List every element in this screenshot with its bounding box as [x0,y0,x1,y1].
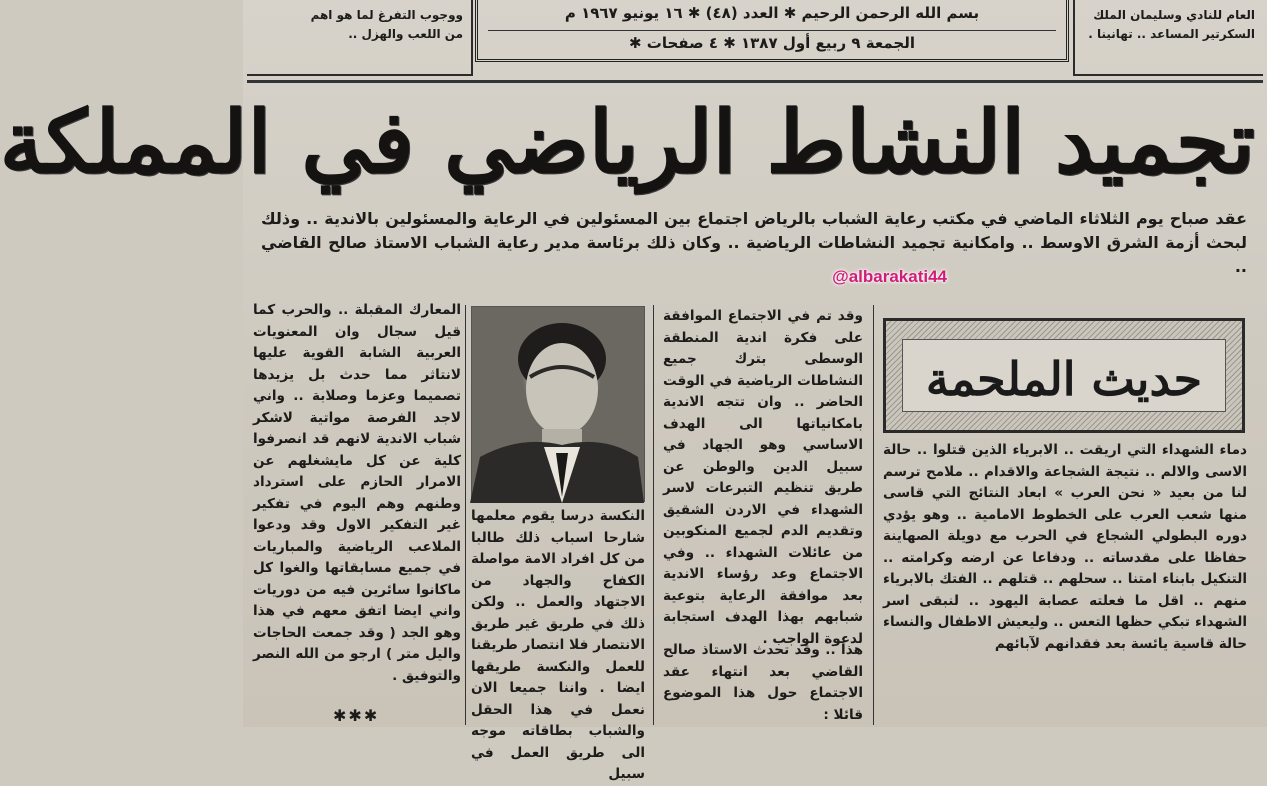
column-rule-3 [465,305,466,725]
dateline-bottom: الجمعة ٩ ربيع أول ١٣٨٧ ✱ ٤ صفحات ✱ [628,34,915,52]
watermark-handle: @albarakati44 [832,267,947,286]
portrait-photo [471,306,645,502]
hadith-body: دماء الشهداء التي اريقت .. الابرياء الذين قتلوا .. حالة الاسى والالم .. نتيجة الشجاعة والاقدام .. ملامح ترسم لنا من بعيد « نحن العرب » ابعاد النتائج التي قاسى منها شعب العرب على الخطوط الامامية .. وهو يؤدي دوره البطولي الشجاع في الحرب مع دويلة الصهاينة حفاظا على مقدساته .. ودفاعا عن ارضه وكرامته .. التنكيل بابناء امتنا .. سحلهم .. قتلهم .. الفتك بالابرياء منهم .. اقل ما فعلته عصابة اليهود .. لنبقى اسر الشهداء تبكي حظها التعس .. وليعيش الاطفال والنساء حالة قاسية يائسة بعد فقدانهم لآبائهم [883,442,1247,652]
dateline-box [475,0,1069,62]
hadith-box-frame [883,318,1245,433]
column-rule-1 [653,305,654,725]
middle-column-text: وقد تم في الاجتماع الموافقة على فكرة اندية المنطقة الوسطى بترك جميع النشاطات الرياضية في الوقت الحاضر .. وان تتجه الاندية بامكانياتها الى الهدف الاساسي وهو الجهاد في سبيل الدين والوطن عن طريق تنظيم التبرعات لاسر الشهداء في الاردن الشقيق وتقديم الدم لجميع المنكوبين من عائلات الشهداء .. وفي الاجتماع وعد رؤساء الاندية بعد موافقة الرعاية بتوعية شبابهم بهذا الهدف استجابة لدعوة الواجب . [663,308,863,647]
left-column-text: المعارك المقبلة .. والحرب كما قيل سجال وان المعنويات العربية الشابة القوية عليها لانتاثر مما حدث بل يزيدها تصميما وعزما وصلابة .. واني لاجد الفرصة مواتية لاشكر شباب الاندية لانهم قد انصرفوا كلية عن كل مايشغلهم عن الامرار الحازم على استرداد وطنهم وهم اليوم في تفكير غير التفكير الاول وقد ودعوا الملاعب الرياضية والمباريات في جميع مسابقاتها والغوا كل ماكانوا سائرين فيه من دوريات واني ايضا اتفق معهم في هذا وهو الجد ( وقد جمعت الحاجات واليل متر ) ارجو من الله النصر والتوفيق . [253,302,461,684]
photo-column-text: النكسة درسا يقوم معلمها شارحا اسباب ذلك طالبا من كل افراد الامة مواصلة الكفاح والجهاد من الاجتهاد والعمل .. ولكن ذلك في طريق غير طريق الانتصار فلا انتصار طريقنا للعمل والنكسة طريقها ايضا . واننا جميعا الان نعمل في هذا الحقل والشباب بطاقاته موجه الى طريق العمل في سبيل [471,508,645,782]
right-corner-line-2: السكرتير المساعد .. تهانينا . [1088,27,1255,41]
lead-paragraph: عقد صباح يوم الثلاثاء الماضي في مكتب رعاية الشباب بالرياض اجتماع بين المسئولين في الرعاية والمسئولين بالاندية .. وذلك لبحث أزمة الشرق الاوسط .. وامكانية تجميد النشاطات الرياضية .. وكان ذلك برئاسة مدير رعاية الشباب الاستاذ صالح القاضي .. [261,209,1247,276]
middle-column-text-after: هذا .. وقد تحدث الاستاذ صالح القاضي بعد انتهاء عقد الاجتماع حول هذا الموضوع قائلا : [663,642,863,723]
column-rule-2 [873,305,874,725]
left-corner-line-1: ووجوب التفرغ لما هو اهم [310,8,463,22]
main-headline: تجميد النشاط الرياضي في المملكة [0,92,1255,193]
left-corner-line-2: من اللعب والهزل .. [348,27,463,41]
masthead-rule [247,80,1263,83]
right-corner-line-1: العام للنادي وسليمان الملك [1093,8,1255,22]
dateline-top: بسم الله الرحمن الرحيم ✱ العدد (٤٨) ✱ ١٦ يونيو ١٩٦٧ م [564,4,980,22]
masthead-left-corner [247,0,473,76]
masthead-right-corner [1073,0,1263,76]
portrait-figure [470,307,644,503]
hadith-box-title: حديث الملحمة [902,339,1226,412]
left-column-stars: ✱✱✱ [333,706,380,725]
